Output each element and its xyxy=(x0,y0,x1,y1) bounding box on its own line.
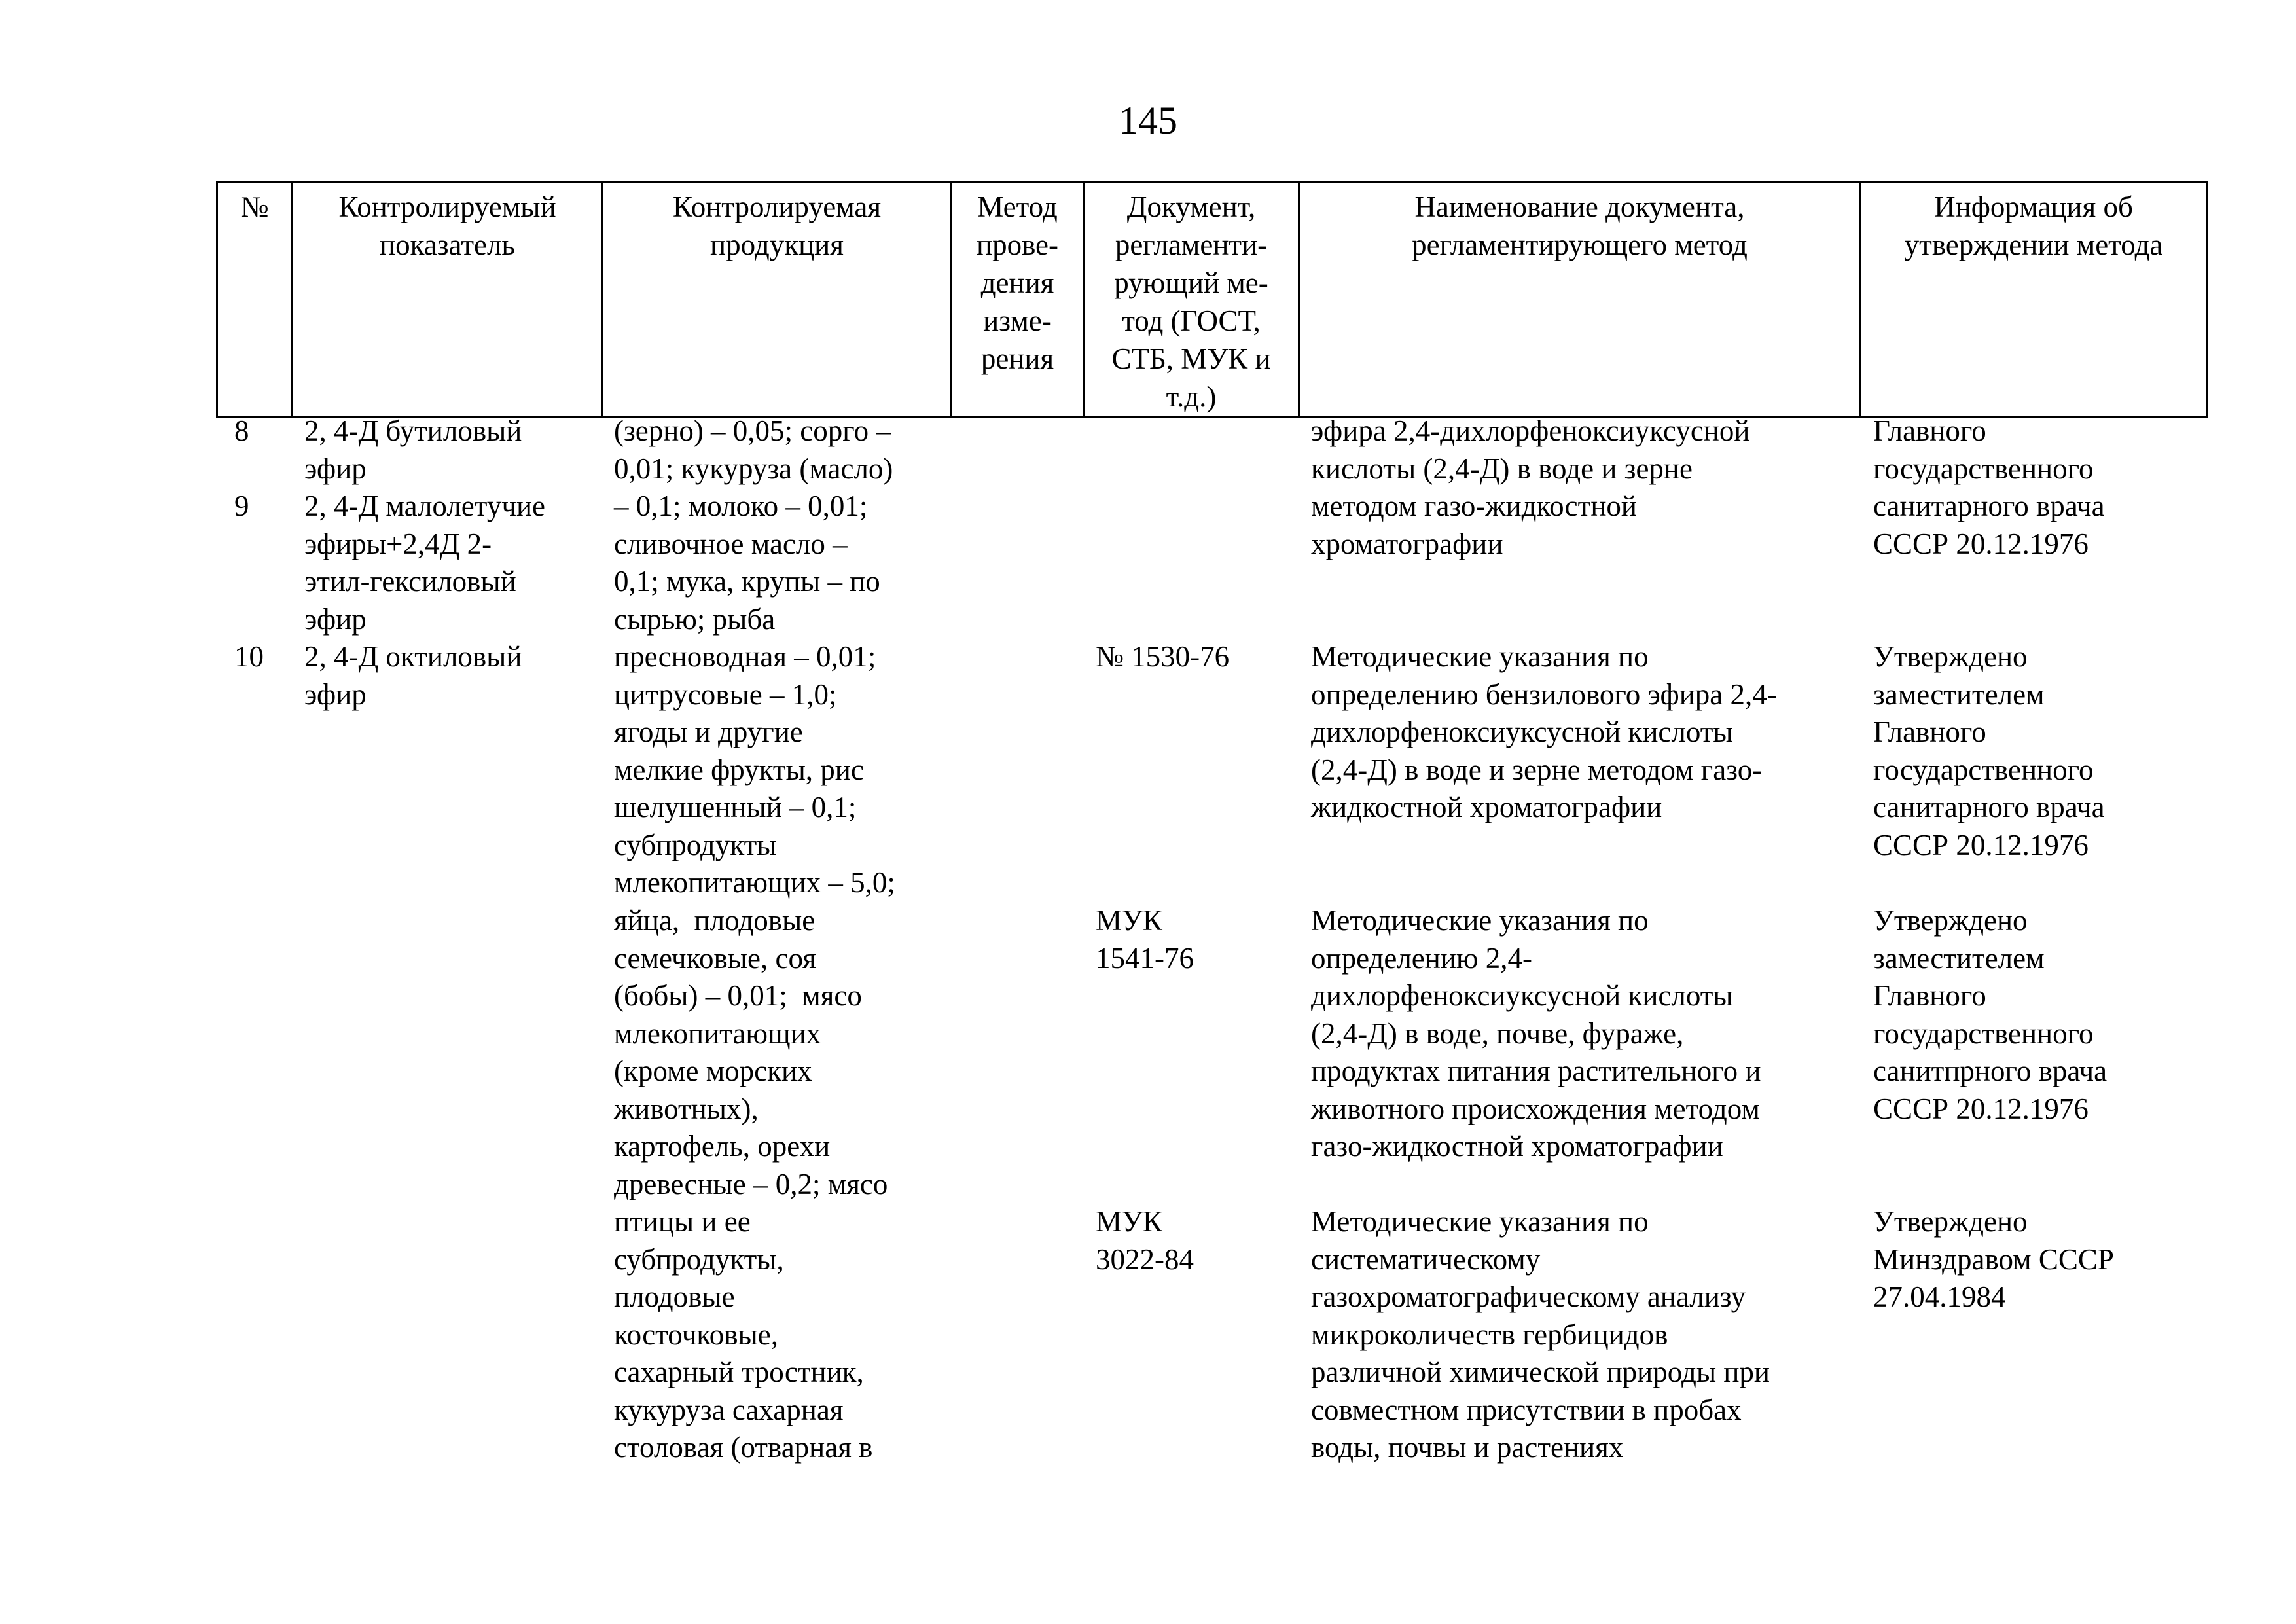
header-indicator: Контролируемый показатель xyxy=(293,182,603,417)
doc-name-1541-76: Методические указания по определению 2,4- дихлорфеноксиуксусной кислоты (2,4-Д) в воде, почве, фураже, продуктах питания растительного и животного происхождения методом газо-жидкостной хроматографии xyxy=(1311,904,1761,1163)
header-no: № xyxy=(217,182,293,417)
header-method: Метод прове- дения изме- рения xyxy=(952,182,1084,417)
header-document: Документ, регламенти- рующий ме- тод (ГОСТ, СТБ, МУК и т.д.) xyxy=(1084,182,1299,417)
row-number-10: 10 xyxy=(234,640,264,673)
header-doc-name: Наименование документа, регламентирующего метод xyxy=(1299,182,1861,417)
page-number: 145 xyxy=(1119,99,1177,142)
doc-name-1530-76: Методические указания по определению бензилового эфира 2,4- дихлорфеноксиуксусной кислоты (2,4-Д) в воде и зерне методом газо- жидкостной хроматографии xyxy=(1311,640,1777,823)
row-number-8: 8 xyxy=(234,414,249,447)
doc-name-3022-84: Методические указания по систематическому газохроматографическому анализу микроколичеств гербицидов различной химической природы при совместном присутствии в пробах воды, почвы и растениях xyxy=(1311,1205,1770,1464)
approval-3022-84: Утверждено Минздравом СССР 27.04.1984 xyxy=(1873,1205,2114,1313)
indicator-9: 2, 4-Д малолетучие эфиры+2,4Д 2- этил-гексиловый эфир xyxy=(304,490,546,636)
row-number-9: 9 xyxy=(234,490,249,522)
approval-1530-76: Утверждено заместителем Главного государственного санитарного врача СССР 20.12.1976 xyxy=(1873,640,2105,861)
doc-code-1541-76: МУК 1541-76 xyxy=(1096,904,1194,975)
doc-name-continued: эфира 2,4-дихлорфеноксиуксусной кислоты (2,4-Д) в воде и зерне методом газо-жидкостной хроматографии xyxy=(1311,414,1750,560)
approval-continued: Главного государственного санитарного врача СССР 20.12.1976 xyxy=(1873,414,2105,560)
header-approval: Информация об утверждении метода xyxy=(1861,182,2207,417)
indicator-8: 2, 4-Д бутиловый эфир xyxy=(304,414,522,485)
doc-code-3022-84: МУК 3022-84 xyxy=(1096,1205,1194,1276)
product-text-block-3: птицы и ее субпродукты, плодовые косточковые, сахарный тростник, кукуруза сахарная столовая (отварная в xyxy=(614,1205,873,1464)
header-product: Контролируемая продукция xyxy=(603,182,952,417)
product-text-block-1: (зерно) – 0,05; сорго – 0,01; кукуруза (масло) – 0,1; молоко – 0,01; сливочное масло – 0,1; мука, крупы – по сырью; рыба пресноводная – 0,01; цитрусовые – 1,0; ягоды и другие мелкие фрукты, рис шелушенный – 0,1; субпродукты млекопитающих – 5,0; xyxy=(614,414,895,899)
indicator-10: 2, 4-Д октиловый эфир xyxy=(304,640,522,711)
product-text-block-2: яйца, плодовые семечковые, соя (бобы) – 0,01; мясо млекопитающих (кроме морских животных), картофель, орехи древесные – 0,2; мясо xyxy=(614,904,888,1200)
approval-1541-76: Утверждено заместителем Главного государственного санитпрного врача СССР 20.12.1976 xyxy=(1873,904,2108,1125)
doc-code-1530-76: № 1530-76 xyxy=(1096,640,1230,673)
